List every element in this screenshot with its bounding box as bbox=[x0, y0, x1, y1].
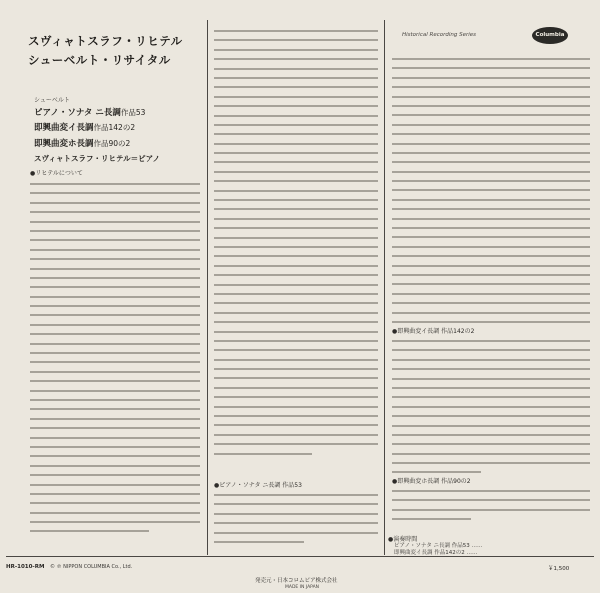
timing-row-sonata-value: …… bbox=[471, 543, 483, 549]
section-sonata: ●ピアノ・ソナタ ニ長調 作品53 bbox=[214, 482, 302, 489]
footer-rule bbox=[6, 556, 594, 557]
section-impromptu-ab: ●即興曲変イ長調 作品142の2 bbox=[392, 328, 475, 335]
work-impromptu-ab-opus: 作品142の2 bbox=[93, 123, 136, 132]
work-sonata-opus: 作品53 bbox=[120, 108, 146, 117]
column-rule-1 bbox=[207, 20, 208, 555]
title-recital: シューベルト・リサイタル bbox=[28, 53, 171, 67]
work-impromptu-eb bbox=[34, 137, 130, 149]
column-rule-2 bbox=[384, 20, 385, 555]
work-impromptu-ab-title: 即興曲変イ長調 bbox=[34, 123, 94, 133]
catalog-number: HR-1010-RM bbox=[6, 564, 45, 570]
section-about-richter: ●リヒテルについて bbox=[30, 170, 83, 177]
publisher-name: 発売元・日本コロムビア株式会社 bbox=[255, 578, 338, 584]
timing-row-sonata-label: ピアノ・ソナタ ニ長調 作品53 bbox=[394, 543, 470, 549]
column-2-body-bottom bbox=[214, 494, 378, 546]
work-sonata-title: ピアノ・ソナタ ニ長調 bbox=[34, 108, 121, 118]
work-impromptu-eb-opus: 作品90の2 bbox=[93, 139, 131, 148]
price-label: ￥1,500 bbox=[548, 566, 570, 572]
columbia-logo: Columbia bbox=[532, 27, 568, 44]
timing-row-impromptu-ab-label: 即興曲変イ長調 作品142の2 bbox=[394, 550, 465, 556]
work-sonata bbox=[34, 106, 145, 118]
work-impromptu-ab bbox=[34, 121, 135, 133]
column-1-body bbox=[30, 183, 200, 545]
composer-label: シューベルト bbox=[34, 97, 70, 104]
column-3-body-top bbox=[392, 58, 590, 328]
copyright-notice: © ℗ NIPPON COLUMBIA Co., Ltd. bbox=[50, 564, 133, 570]
timing-heading: ●演奏時間 bbox=[388, 536, 418, 543]
section-impromptu-eb: ●即興曲変ホ長調 作品90の2 bbox=[392, 478, 471, 485]
title-performer: スヴィャトスラフ・リヒテル bbox=[28, 34, 183, 48]
column-3-body-mid bbox=[392, 340, 590, 480]
timing-row-impromptu-ab-value: …… bbox=[466, 550, 478, 556]
performer-credit: スヴィャトスラフ・リヒテル＝ピアノ bbox=[34, 154, 160, 163]
series-name: Historical Recording Series bbox=[402, 32, 477, 38]
column-3-body-bottom bbox=[392, 490, 590, 530]
timing-row-impromptu-ab bbox=[394, 548, 478, 556]
column-2-body-top bbox=[214, 30, 378, 475]
made-in-japan: MADE IN JAPAN bbox=[285, 585, 320, 590]
work-impromptu-eb-title: 即興曲変ホ長調 bbox=[34, 139, 94, 149]
